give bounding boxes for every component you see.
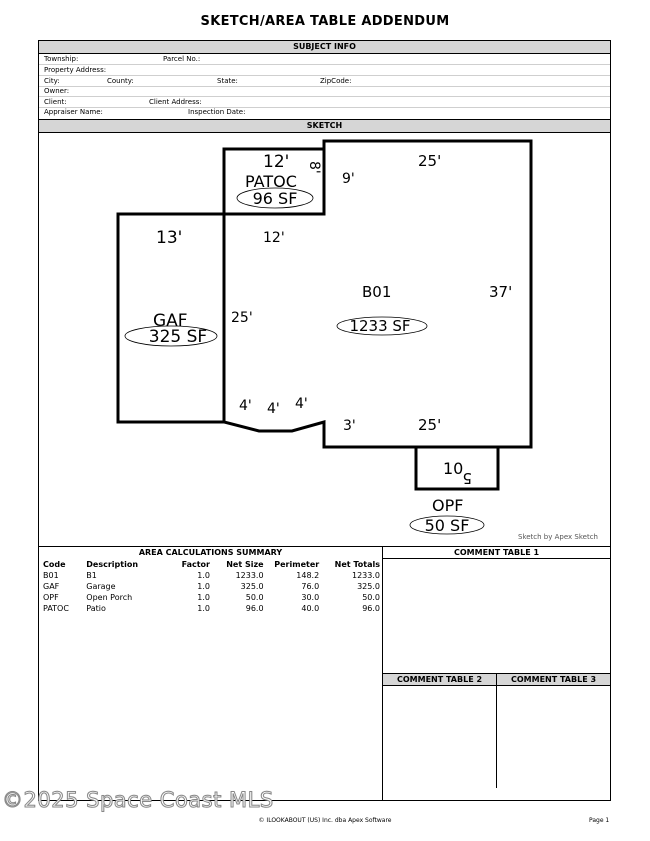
client-label: Client:: [44, 98, 67, 106]
b01-area: 1233 SF: [349, 317, 411, 335]
col-net-size: Net Size: [226, 560, 264, 569]
gaf-name: GAF: [153, 311, 188, 331]
dim-opf-5: 5: [462, 469, 472, 487]
sketch-header: SKETCH: [39, 119, 610, 133]
county-label: County:: [107, 77, 134, 85]
col-factor: Factor: [181, 560, 210, 569]
opf-area: 50 SF: [424, 516, 470, 535]
dim-bottom-4b: 4': [267, 401, 280, 417]
table-row: [41, 581, 382, 592]
appraiser-label: Appraiser Name:: [44, 108, 103, 116]
cell-net-totals: 325.0: [357, 582, 380, 591]
dim-right-side: 37': [489, 283, 513, 301]
cell-code: B01: [43, 571, 59, 580]
cell-description: Patio: [86, 604, 106, 613]
cell-net-size: 50.0: [245, 593, 264, 602]
cell-net-totals: 50.0: [362, 593, 380, 602]
cell-factor: 1.0: [197, 604, 210, 613]
state-label: State:: [217, 77, 238, 85]
comment-2-3-divider: [496, 674, 497, 788]
cell-net-size: 1233.0: [235, 571, 264, 580]
township-label: Township:: [44, 55, 79, 63]
table-row: [41, 603, 382, 614]
cell-description: Garage: [86, 582, 116, 591]
comment-table-2-header: COMMENT TABLE 2: [383, 674, 496, 686]
cell-net-totals: 1233.0: [352, 571, 380, 580]
cell-perimeter: 76.0: [301, 582, 320, 591]
cell-net-size: 96.0: [245, 604, 264, 613]
dim-bottom-3: 3': [343, 418, 356, 434]
gaf-area: 325 SF: [148, 327, 208, 347]
cell-net-size: 325.0: [240, 582, 264, 591]
cell-code: OPF: [43, 593, 59, 602]
area-summary-header: AREA CALCULATIONS SUMMARY: [138, 548, 283, 557]
cell-code: GAF: [43, 582, 60, 591]
sketch-credit: Sketch by Apex Sketch: [518, 533, 598, 541]
table-row: [41, 592, 382, 603]
client-address-label: Client Address:: [149, 98, 202, 106]
row-property-address: [39, 65, 610, 76]
row-owner: [39, 86, 610, 97]
cell-factor: 1.0: [197, 582, 210, 591]
page-title: SKETCH/AREA TABLE ADDENDUM: [200, 14, 450, 29]
cell-perimeter: 40.0: [301, 604, 320, 613]
row-appraiser: [39, 107, 610, 117]
patoc-name: PATOC: [245, 172, 297, 191]
dim-gaf-top: 13': [156, 228, 183, 248]
floor-plan-sketch: [39, 134, 610, 546]
watermark: ©2025 Space Coast MLS: [2, 788, 274, 812]
col-net-totals: Net Totals: [334, 560, 380, 569]
cell-perimeter: 148.2: [296, 571, 320, 580]
footer-copyright: © ILOOKABOUT (US) Inc. dba Apex Software: [258, 817, 392, 824]
dim-patoc-top: 12': [263, 152, 290, 172]
patoc-area: 96 SF: [252, 189, 298, 208]
city-label: City:: [44, 77, 60, 85]
dim-patoc-inner: 9': [342, 171, 355, 187]
comment-table-1-header: COMMENT TABLE 1: [383, 547, 610, 559]
cell-perimeter: 30.0: [301, 593, 320, 602]
dim-bottom-4c: 4': [295, 396, 308, 412]
cell-net-totals: 96.0: [362, 604, 380, 613]
parcel-label: Parcel No.:: [163, 55, 201, 63]
dim-b01-left-top: 12': [263, 230, 285, 246]
zip-label: ZipCode:: [320, 77, 352, 85]
col-perimeter: Perimeter: [274, 560, 320, 569]
col-code: Code: [43, 560, 66, 569]
cell-factor: 1.0: [197, 593, 210, 602]
area-calculations-table: [41, 559, 382, 614]
subject-info-header: SUBJECT INFO: [39, 40, 610, 54]
footer-page-number: Page 1: [589, 817, 610, 824]
cell-factor: 1.0: [197, 571, 210, 580]
dim-mid-left: 25': [231, 310, 253, 326]
dim-bottom-4a: 4': [239, 398, 252, 414]
area-table-header-row: [41, 559, 382, 570]
row-township: [39, 54, 610, 65]
cell-code: PATOC: [43, 604, 69, 613]
cell-description: Open Porch: [86, 593, 133, 602]
dim-opf-10: 10: [443, 459, 464, 478]
inspection-date-label: Inspection Date:: [188, 108, 246, 116]
col-description: Description: [86, 560, 139, 569]
table-row: [41, 570, 382, 581]
property-address-label: Property Address:: [44, 66, 107, 74]
dim-top-right: 25': [418, 152, 442, 170]
comment-table-3-header: COMMENT TABLE 3: [497, 674, 610, 686]
opf-name: OPF: [432, 496, 464, 515]
cell-description: B1: [86, 571, 97, 580]
b01-name: B01: [362, 283, 392, 301]
dim-bottom-25: 25': [418, 416, 442, 434]
dim-patoc-side: 8': [306, 161, 322, 174]
owner-label: Owner:: [44, 87, 70, 95]
